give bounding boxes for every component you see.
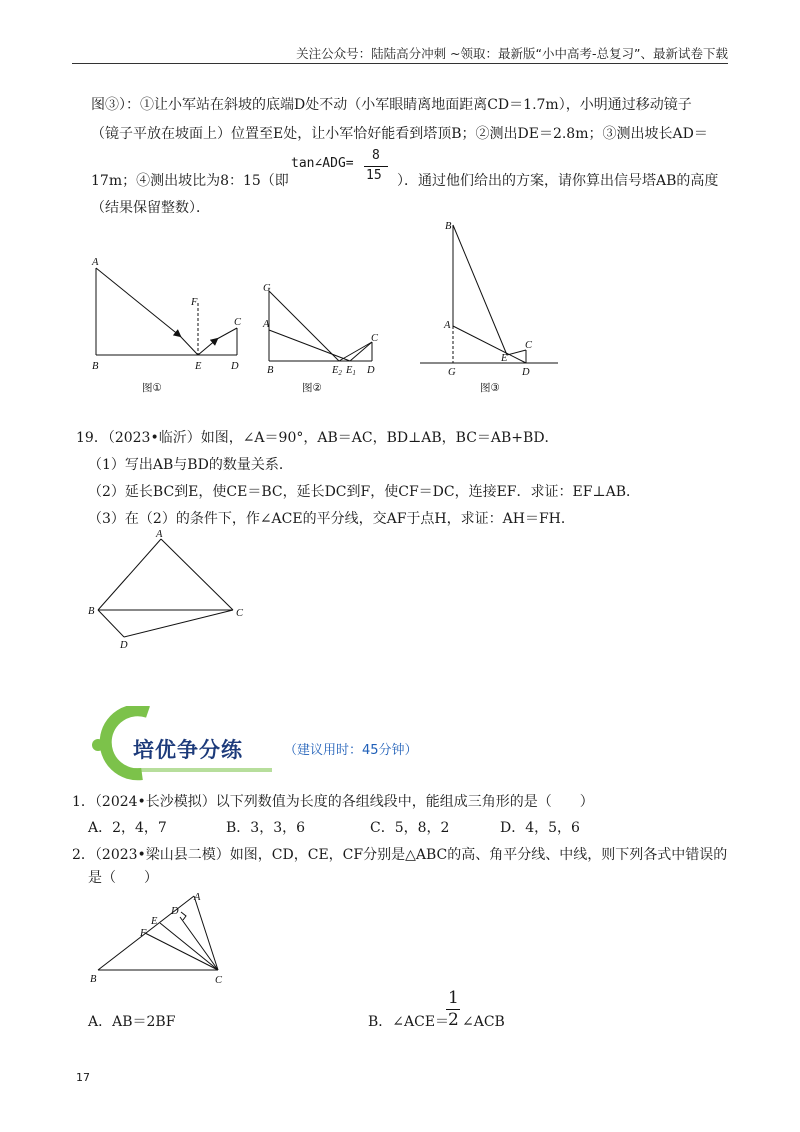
tan-label: tan∠ADG= — [291, 156, 354, 171]
figure-2 — [269, 291, 372, 361]
q1-stem: 1．（2024•长沙模拟）以下列数值为长度的各组线段中，能组成三角形的是（ ） — [72, 794, 594, 810]
fig2-label-g: G — [263, 283, 271, 294]
fig2-label-c: C — [371, 333, 379, 344]
page-number: 17 — [76, 1071, 90, 1084]
q1-option-a: A．2，4，7 — [88, 820, 167, 836]
figure-3 — [420, 225, 558, 363]
q1-option-b: B．3，3，6 — [226, 820, 306, 836]
q2-label-c: C — [215, 975, 223, 986]
q19-label-b: B — [88, 606, 95, 617]
q19-stem: 19．（2023•临沂）如图，∠A＝90°，AB＝AC，BD⊥AB，BC＝AB+BD． — [76, 430, 559, 446]
fig2-label-e1: E1 — [346, 365, 356, 377]
fig3-label-c: C — [525, 340, 533, 351]
banner-note: （建议用时：45分钟） — [284, 743, 418, 758]
fig3-label-a: A — [444, 320, 451, 331]
q2-stem-2: 是（ ） — [88, 870, 158, 886]
fig2-caption: 图② — [302, 382, 322, 394]
q18-line2: （镜子平放在坡面上）位置至E处，让小军恰好能看到塔顶B；②测出DE＝2.8m；③测出坡长AD＝ — [91, 126, 708, 142]
q2-option-b-denominator: 2 — [448, 1010, 459, 1030]
header-rule — [72, 63, 728, 64]
q2-option-b-numerator: 1 — [448, 988, 459, 1008]
fig2-label-b: B — [267, 365, 274, 376]
tan-denominator: 15 — [366, 168, 382, 183]
fig3-label-g: G — [448, 367, 456, 378]
fig2-label-d: D — [367, 365, 375, 376]
q18-line3a: 17m；④测出坡比为8：15（即 — [91, 173, 289, 189]
q19-label-c: C — [236, 608, 244, 619]
q18-line4: （结果保留整数）． — [91, 200, 210, 216]
q2-label-e: E — [151, 916, 158, 927]
fig2-label-e2: E2 — [332, 365, 342, 377]
fig1-label-e: E — [195, 361, 202, 372]
tan-numerator: 8 — [372, 148, 380, 163]
page-header: 关注公众号：陆陆高分冲刺 ~领取：最新版“小中高考-总复习”、最新试卷下载 — [296, 46, 728, 61]
q18-figures — [80, 215, 580, 400]
fig1-caption: 图① — [142, 382, 162, 394]
fig3-caption: 图③ — [480, 382, 500, 394]
q2-option-b-suffix: ∠ACB — [462, 1014, 505, 1030]
q2-label-d: D — [171, 906, 179, 917]
fig1-label-a: A — [92, 257, 99, 268]
q19-figure — [80, 528, 260, 653]
q1-option-c: C．5，8，2 — [370, 820, 450, 836]
q2-label-a: A — [194, 892, 201, 903]
fig1-label-b: B — [92, 361, 99, 372]
q2-label-f: F — [140, 928, 147, 939]
q2-option-a: A．AB＝2BF — [88, 1014, 176, 1030]
banner-title: 培优争分练 — [133, 738, 243, 762]
fig3-label-d: D — [522, 367, 530, 378]
q2-label-b: B — [90, 974, 97, 985]
q1-option-d: D．4，5，6 — [500, 820, 580, 836]
q19-part1: （1）写出AB与BD的数量关系． — [88, 457, 293, 473]
fig2-label-a: A — [263, 319, 270, 330]
fig1-label-c: C — [234, 317, 242, 328]
q2-option-b-prefix: B．∠ACE＝ — [368, 1014, 450, 1030]
figure-1 — [96, 268, 237, 355]
fraction-bar — [364, 166, 388, 167]
fig3-label-b: B — [445, 221, 452, 232]
q2-figure — [84, 890, 244, 990]
q18-line3b: ）．通过他们给出的方案，请你算出信号塔AB的高度 — [397, 173, 719, 189]
q19-part3: （3）在（2）的条件下，作∠ACE的平分线，交AF于点H，求证：AH＝FH． — [88, 511, 575, 527]
q18-line1: 图③）：①让小军站在斜坡的底端D处不动（小军眼睛离地面距离CD＝1.7m），小明通过移动镜子 — [91, 97, 692, 113]
q19-label-d: D — [120, 640, 128, 651]
q19-label-a: A — [156, 529, 163, 540]
fig1-label-d: D — [231, 361, 239, 372]
fig1-label-f: F — [191, 297, 198, 308]
q2-stem: 2．（2023•梁山县二模）如图，CD，CE，CF分别是△ABC的高、角平分线、中线，则下列各式中错误的 — [72, 847, 728, 863]
fig3-label-e: E — [501, 353, 508, 364]
q19-part2: （2）延长BC到E，使CE＝BC，延长DC到F，使CF＝DC，连接EF．求证：EF⊥AB． — [88, 484, 641, 500]
